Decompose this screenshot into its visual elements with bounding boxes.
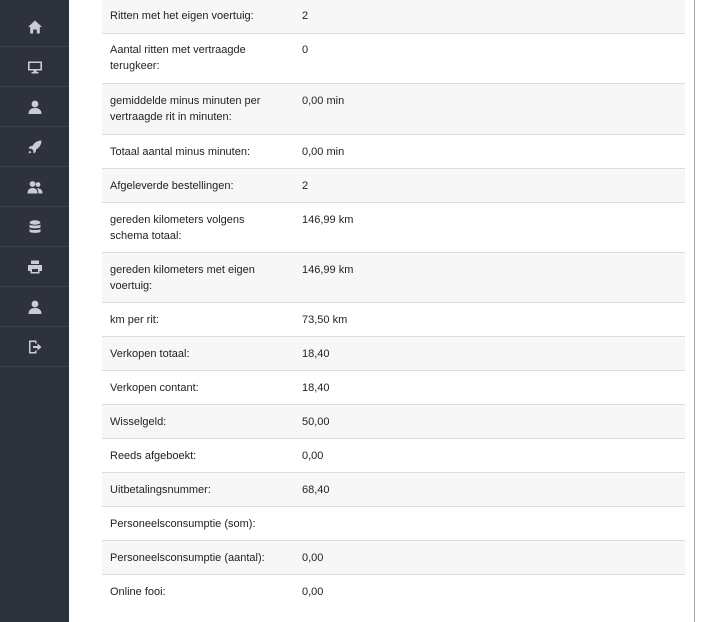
table-row <box>102 84 685 135</box>
row-value: 0,00 min <box>302 95 345 107</box>
row-label: Aantal ritten met vertraagde terugkeer: <box>110 44 246 72</box>
sidebar-item-printer[interactable] <box>0 247 69 287</box>
row-label: Verkopen totaal: <box>110 348 190 360</box>
row-value: 50,00 <box>302 416 330 428</box>
rocket-icon <box>27 139 43 155</box>
user-icon <box>27 299 43 315</box>
monitor-icon <box>27 59 43 75</box>
row-label: Personeelsconsumptie (aantal): <box>110 552 265 564</box>
table-row <box>102 507 685 541</box>
table-row <box>102 303 685 337</box>
row-value: 2 <box>302 10 309 22</box>
row-value: 18,40 <box>302 348 330 360</box>
sidebar-item-monitor[interactable] <box>0 47 69 87</box>
table-row <box>102 34 685 84</box>
sidebar-item-users[interactable] <box>0 167 69 207</box>
details-panel <box>102 0 685 608</box>
row-label: Uitbetalingsnummer: <box>110 484 211 496</box>
table-row <box>102 337 685 371</box>
sidebar-item-user[interactable] <box>0 87 69 127</box>
row-value: 0,00 <box>302 552 324 564</box>
table-row <box>102 203 685 253</box>
table-row <box>102 439 685 473</box>
logout-icon <box>27 339 43 355</box>
row-label: Online fooi: <box>110 586 166 598</box>
table-row <box>102 541 685 575</box>
users-icon <box>27 179 43 195</box>
table-row <box>102 169 685 203</box>
sidebar-item-home[interactable] <box>0 0 69 47</box>
table-row <box>102 371 685 405</box>
table-row <box>102 135 685 169</box>
row-value: 0 <box>302 44 309 56</box>
sidebar-item-rocket[interactable] <box>0 127 69 167</box>
row-label: Wisselgeld: <box>110 416 167 428</box>
table-row <box>102 253 685 303</box>
table-row <box>102 473 685 507</box>
sidebar-item-database[interactable] <box>0 207 69 247</box>
row-label: gereden kilometers volgens schema totaal: <box>110 214 245 242</box>
sidebar <box>0 0 69 622</box>
table-row <box>102 0 685 34</box>
table-row <box>102 575 685 609</box>
row-label: Reeds afgeboekt: <box>110 450 197 462</box>
row-value: 146,99 km <box>302 214 354 226</box>
row-label: km per rit: <box>110 314 159 326</box>
row-label: Verkopen contant: <box>110 382 199 394</box>
row-value: 18,40 <box>302 382 330 394</box>
row-label: Ritten met het eigen voertuig: <box>110 10 254 22</box>
home-icon <box>27 19 43 35</box>
row-value: 146,99 km <box>302 264 354 276</box>
sidebar-item-logout[interactable] <box>0 327 69 367</box>
row-value: 73,50 km <box>302 314 348 326</box>
row-value: 68,40 <box>302 484 330 496</box>
user-icon <box>27 99 43 115</box>
row-value: 0,00 <box>302 450 324 462</box>
row-label: gemiddelde minus minuten per vertraagde rit in minuten: <box>110 95 261 123</box>
row-value: 0,00 min <box>302 146 345 158</box>
row-value: 0,00 <box>302 586 324 598</box>
row-label: gereden kilometers met eigen voertuig: <box>110 264 255 292</box>
row-value: 2 <box>302 180 309 192</box>
row-value <box>294 507 685 541</box>
printer-icon <box>27 259 43 275</box>
table-row <box>102 405 685 439</box>
row-label: Totaal aantal minus minuten: <box>110 146 251 158</box>
sidebar-item-profile[interactable] <box>0 287 69 327</box>
row-label: Afgeleverde bestellingen: <box>110 180 234 192</box>
row-label: Personeelsconsumptie (som): <box>110 518 256 530</box>
panel-border <box>694 0 695 622</box>
summary-table <box>102 0 685 608</box>
database-icon <box>27 219 43 235</box>
